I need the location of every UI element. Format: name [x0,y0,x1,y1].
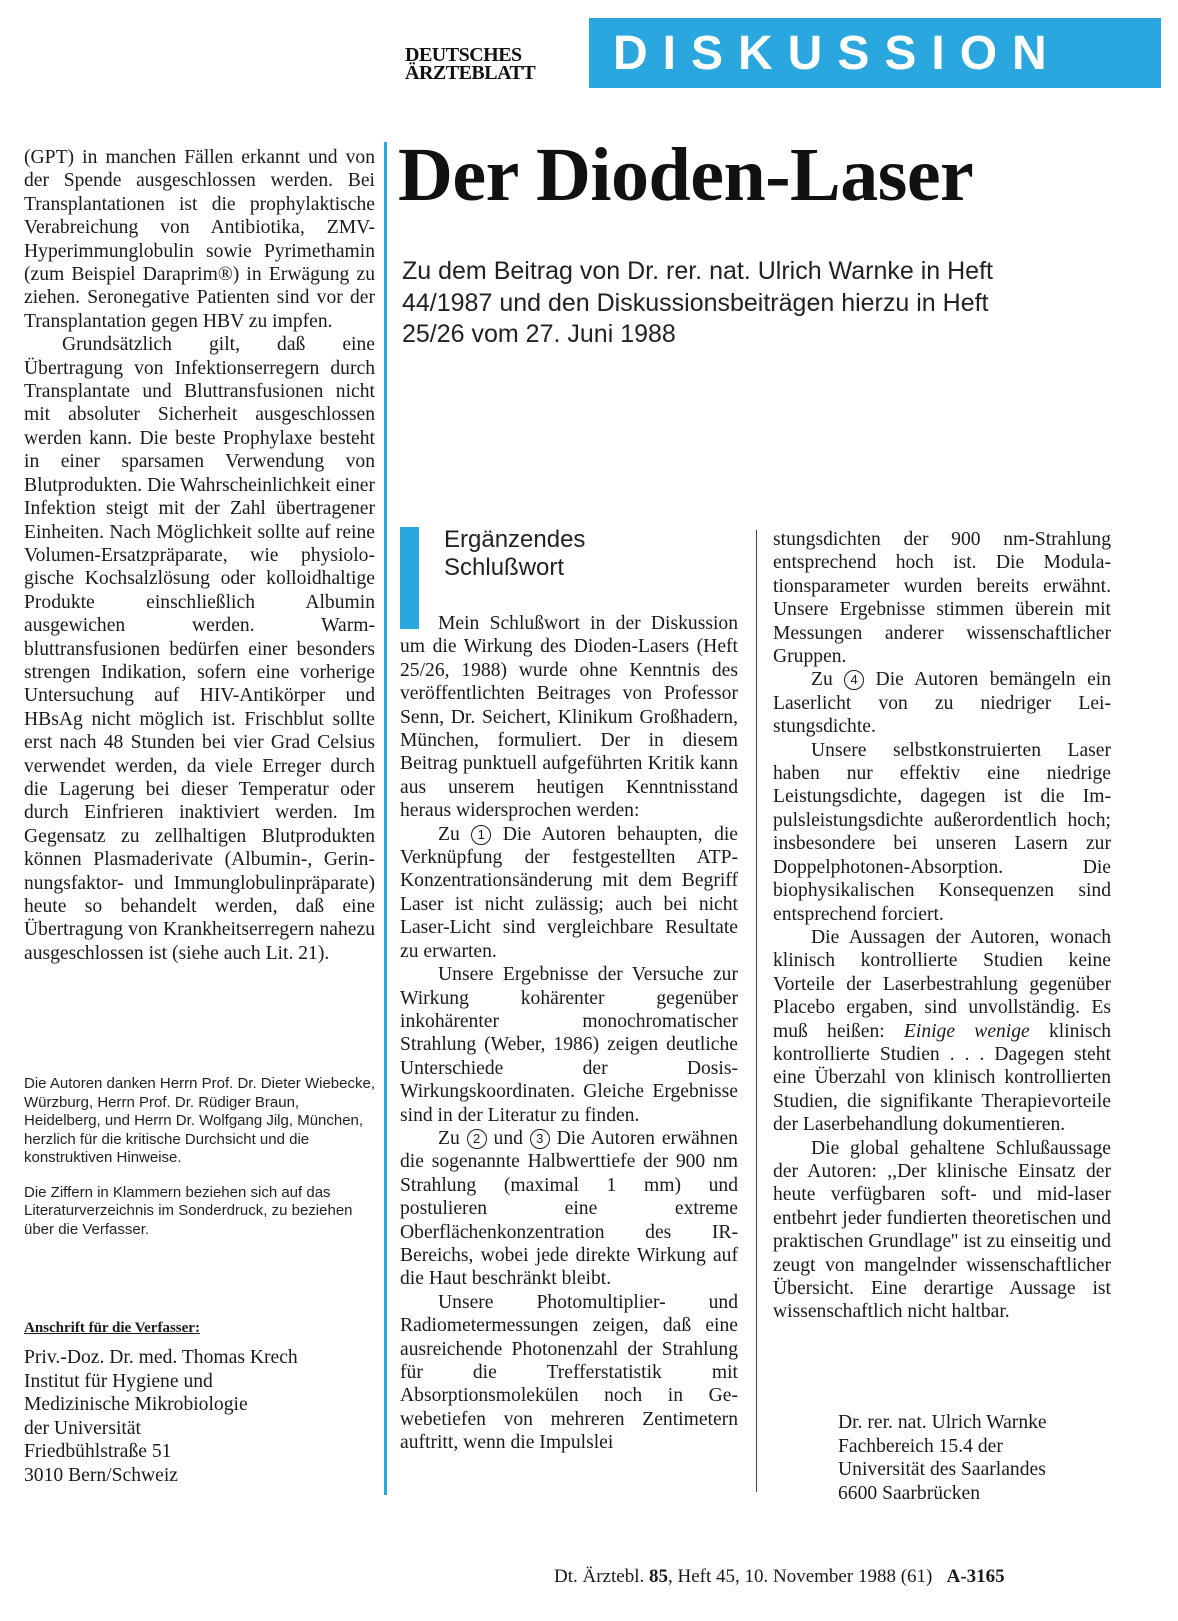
section-label: DISKUSSION [613,27,1062,80]
logo-line-1: DEUTSCHES [405,44,522,66]
left-column [24,146,375,965]
mid-paragraph-4-prefix: Zu [438,1127,460,1149]
right-paragraph-4-text-a: Die Aussagen der Autoren, wonach klinisch kontrollierte Studien keine Vorteile der Laserbestrahlung gegenüber Placebo ergaben, sind unvollständig. Es muß heißen: [773,926,1111,1042]
address-line: Medizinische Mikrobiologie [24,1394,248,1415]
acknowledgements [24,1075,375,1255]
circled-number-4: 4 [844,670,864,690]
subhead-line-1: Ergänzendes [444,526,586,553]
address-line: Institut für Hygiene und [24,1370,213,1392]
reference-note: Die Ziffern in Klammern beziehen sich auf das Literaturverzeichnis im Sonderdruck, zu beziehen über die Verfasser. [24,1183,353,1238]
signature-line: Universität des Saarlandes [838,1459,1046,1480]
right-paragraph-1: stungsdichten der 900 nm-Strahlung entsprechend hoch ist. Die Modulationsparameter wurden bereits erwähnt. Unsere Ergebnisse stimmen überein mit Messungen anderer wissenschaftlicher Gruppen. [773,529,1111,668]
footer-page-number: A-3165 [946,1566,1005,1587]
signature-line: 6600 Saarbrücken [838,1482,981,1504]
right-column [773,528,1111,1324]
right-paragraph-4-text-b: klinisch kontrollierte Studien . . . Dagegen steht eine Überzahl von klinisch kontrollierten Studien, die signifikante Therapievorteile der Laserbehandlung dokumentieren. [773,1020,1111,1136]
journal-logo [405,46,575,82]
subhead-line-2: Schlußwort [444,554,565,581]
footer-issue: , Heft 45, 10. November 1988 (61) [667,1566,933,1587]
column-rule-right [756,530,757,1492]
signature-line: Dr. rer. nat. Ulrich Warnke [838,1412,1047,1433]
address-line: der Universität [24,1417,141,1439]
author-address [24,1346,375,1487]
right-paragraph-3: Unsere selbstkonstruierten Laser haben nur effektiv eine niedrige Leistungsdichte, dagegen ist die Impulsleistungsdichte außerordentlich hoch; insbesondere bei unseren Lasern zur Doppelphotonen-Absorption. Die biophysikalischen Konsequenzen sind entsprechend forciert. [773,739,1111,925]
signature-line: Fachbereich 15.4 der [838,1435,1003,1457]
mid-paragraph-2-prefix: Zu [438,823,460,845]
right-paragraph-4 [773,926,1111,1137]
address-heading: Anschrift für die Verfasser: [24,1320,200,1336]
column-rule-left [384,142,387,1495]
footer-volume: 85 [648,1566,668,1587]
mid-paragraph-4 [400,1127,738,1291]
middle-column [400,612,738,1455]
left-paragraph-2: Grundsätzlich gilt, daß eine Übertragung von Infektionserregern durch Transplantate und Bluttransfusionen nicht mit absoluter Sicherheit ausgeschlossen werden kann. Die beste Prophylaxe besteht in einer sparsamen Verwendung von Blutprodukten. Die Wahrscheinlichkeit einer Infektion steigt mit der Zahl übertragener Einheiten. Nach Möglichkeit sollte auf reine Volumen-Ersatzpräparate, wie physiologische Kochsalzlösung oder kolloidhaltige Produkte einschließlich Albumin ausgewichen werden. Warmbluttransfusionen bedürfen einer besonders strengen Indikation, sofern eine vorherige Untersuchung auf HIV-Antikörper und HBsAg nicht möglich ist. Frischblut sollte erst nach 48 Stunden bei vier Grad Celsius verwendet werden, da viele Erreger durch die Lagerung bei dieser Temperatur oder durch Einfrieren inaktiviert werden. Im Gegensatz zu zellhaltigen Blutprodukten können Plasmaderivate (Albumin-, Gerinnungsfaktor- und Immunglobulinpräparate) heute so behandelt werden, daß eine Übertragung von Krankheitserregern nahezu ausgeschlossen ist (siehe auch Lit. 21). [24,334,375,964]
page-footer [554,1566,1005,1588]
mid-paragraph-1: Mein Schlußwort in der Diskussion um die Wirkung des Dioden-Lasers (Heft 25/26, 1988) wurde ohne Kenntnis des veröffentlichten Beitrages von Professor Senn, Dr. Seichert, Klinikum Großhadern, München, formuliert. Der in diesem Beitrag punktuell aufgeführten Kritik kann aus unserem heutigen Kenntnisstand heraus widersprochen werden: [400,613,738,822]
mid-paragraph-2-text: Die Autoren behaupten, die Verknüpfung der festgestellten ATP-Konzentrationsänderung mit dem Begriff Laser ist nicht zulässig; auch bei nicht Laser-Licht sind vergleichbare Resultate zu erwarten. [400,823,739,962]
footer-journal: Dt. Ärztebl. [554,1566,645,1587]
right-paragraph-5: Die global gehaltene Schlußaussage der Autoren: ,,Der klinische Einsatz der heute verfügbaren soft- und mid-laser entbehrt jeder fundierten theoretischen und praktischen Grundlage'' ist zu einseitig und zeugt von mangelnder wissenschaftlicher Übersicht. Eine derartige Aussage ist wissenschaftlich nicht haltbar. [773,1137,1111,1323]
article-subtitle: Zu dem Beitrag von Dr. rer. nat. Ulrich Warnke in Heft 44/1987 und den Diskussionsbeiträgen hierzu in Heft 25/26 vom 27. Juni 1988 [402,257,993,348]
address-line: Priv.-Doz. Dr. med. Thomas Krech [24,1347,298,1368]
circled-number-1: 1 [471,825,491,845]
author-signature [838,1411,1047,1505]
mid-paragraph-2 [400,823,738,963]
right-paragraph-2 [773,668,1111,738]
mid-paragraph-3: Unsere Ergebnisse der Versuche zur Wirkung kohärenter gegenüber inkohärenter monochromatischer Strahlung (Weber, 1986) zeigen deutliche Unterschiede der Dosis-Wirkungskoordinaten. Gleiche Ergebnisse sind in der Literatur zu finden. [400,964,738,1126]
mid-paragraph-4-und: und [493,1127,523,1149]
circled-number-3: 3 [530,1129,550,1149]
address-line: Friedbühlstraße 51 [24,1441,172,1462]
right-paragraph-2-text: Die Autoren bemängeln ein Laserlicht von zu niedriger Leistungsdichte. [773,669,1111,738]
article-title: Der Dioden-Laser [398,133,974,217]
mid-paragraph-5: Unsere Photomultiplier- und Radiometermessungen zeigen, daß eine ausreichende Photonenzahl der Strahlung für die Trefferstatistik mit Absorptionsmolekülen noch in Gewebetiefen von mehreren Zentimetern auftritt, wenn die Impulslei [400,1291,738,1454]
logo-line-2: ÄRZTEBLATT [405,62,536,84]
mid-paragraph-4-text: Die Autoren erwähnen die sogenannte Halbwerttiefe der 900 nm Strahlung (maximal 1 mm) und postulieren eine extreme Oberflächenkonzentration des IR-Bereichs, wobei jede direkte Wirkung auf die Haut beschränkt bleibt. [400,1127,738,1290]
left-paragraph-1: (GPT) in manchen Fällen erkannt und von der Spende ausgeschlossen werden. Bei Transplantationen ist die prophylaktische Verabreichung von Antibiotika, ZMV-Hyperimmunglobulin sowie Pyrimethamin (zum Beispiel Daraprim®) in Erwägung zu ziehen. Seronegative Patienten sind vor der Transplantation gegen HBV zu impfen. [24,147,375,332]
acknowledgement-text: Die Autoren danken Herrn Prof. Dr. Dieter Wiebecke, Würzburg, Herrn Prof. Dr. Rüdiger Braun, Heidelberg, und Herrn Dr. Wolfgang Jilg, München, herzlich für die kritische Durchsicht und die konstruktiven Hinweise. [24,1075,375,1166]
right-paragraph-4-italic: Einige wenige [903,1020,1030,1042]
address-line: 3010 Bern/Schweiz [24,1464,178,1486]
article-subhead [444,526,585,582]
circled-number-2: 2 [467,1129,487,1149]
right-paragraph-2-prefix: Zu [811,669,833,691]
